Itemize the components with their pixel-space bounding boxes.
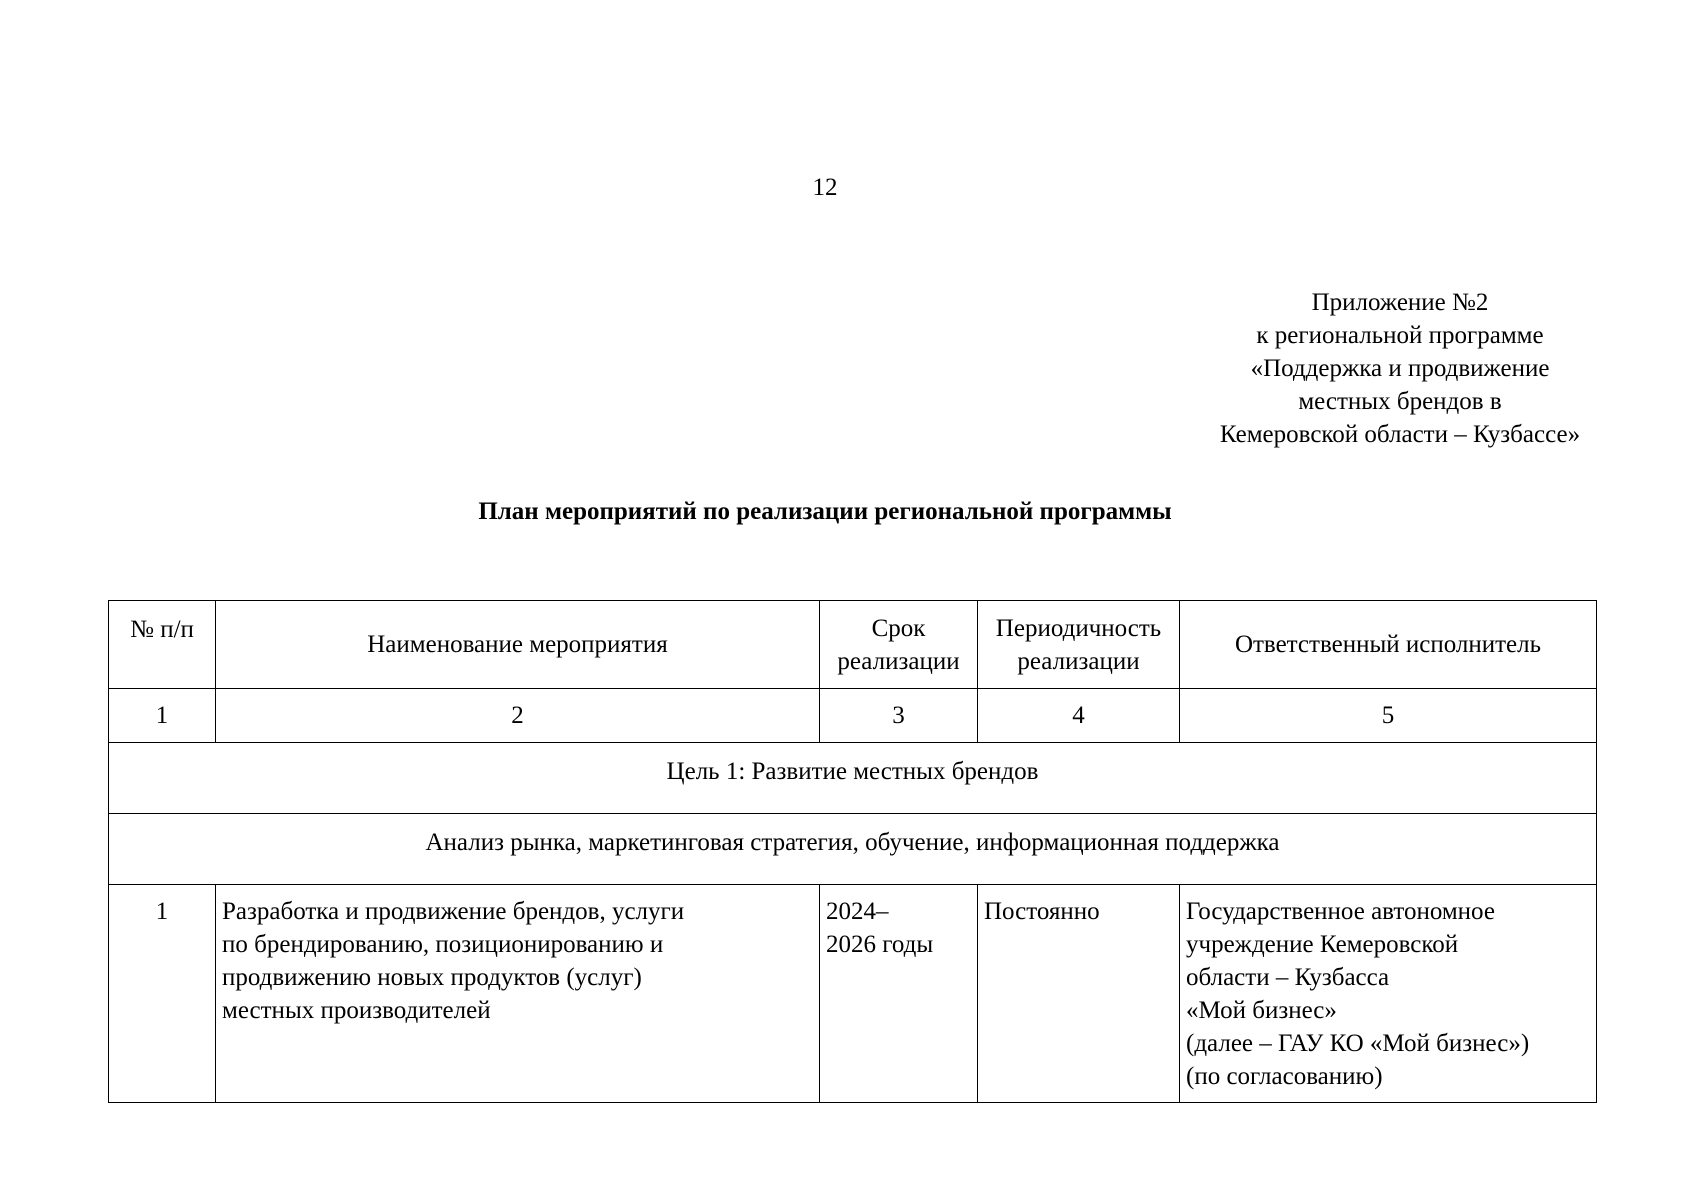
term-line: 2026 годы [826,931,934,958]
header-periodicity [978,601,1180,689]
row-event-name [216,885,820,1103]
executor-line: (по согласованию) [1186,1063,1383,1090]
document-title: План мероприятий по реализации региональной программы [478,498,1172,525]
row-executor [1180,885,1597,1103]
appendix-line: местных брендов в [1298,388,1502,415]
header-term-line: реализации [837,647,960,675]
executor-line: Государственное автономное [1186,898,1495,925]
column-number: 4 [978,689,1180,743]
section-text: Анализ рынка, маркетинговая стратегия, обучение, информационная поддержка [109,814,1597,885]
header-executor: Ответственный исполнитель [1180,601,1597,689]
header-term [820,601,978,689]
executor-line: учреждение Кемеровской [1186,931,1459,958]
column-number: 5 [1180,689,1597,743]
header-number: № п/п [109,601,216,689]
row-term [820,885,978,1103]
term-line: 2024– [826,898,889,925]
header-periodicity-line: Периодичность [995,614,1162,642]
executor-line: (далее – ГАУ КО «Мой бизнес») [1186,1030,1530,1057]
event-name-line: Разработка и продвижение брендов, услуги [222,898,685,925]
appendix-note [1180,286,1620,451]
goal-row [109,743,1597,814]
appendix-line: Кемеровской области – Кузбассе» [1219,421,1581,448]
table-header-row [109,601,1597,689]
goal-text: Цель 1: Развитие местных брендов [109,743,1597,814]
plan-table [108,600,1597,1103]
header-term-line: Срок [871,614,926,642]
event-name-line: местных производителей [222,997,491,1024]
event-name-line: по брендированию, позиционированию и [222,931,664,958]
header-periodicity-line: реализации [1017,647,1140,675]
row-number: 1 [109,885,216,1103]
appendix-line: к региональной программе [1256,322,1544,349]
appendix-line: «Поддержка и продвижение [1250,355,1550,382]
section-row [109,814,1597,885]
column-number: 2 [216,689,820,743]
column-number: 1 [109,689,216,743]
appendix-line: Приложение №2 [1311,289,1489,316]
executor-line: «Мой бизнес» [1186,997,1337,1024]
column-numbers-row [109,689,1597,743]
table-row [109,885,1597,1103]
executor-line: области – Кузбасса [1186,964,1390,991]
header-event-name: Наименование мероприятия [216,601,820,689]
row-periodicity: Постоянно [978,885,1180,1103]
column-number: 3 [820,689,978,743]
page-number: 12 [812,174,838,201]
event-name-line: продвижению новых продуктов (услуг) [222,964,642,991]
